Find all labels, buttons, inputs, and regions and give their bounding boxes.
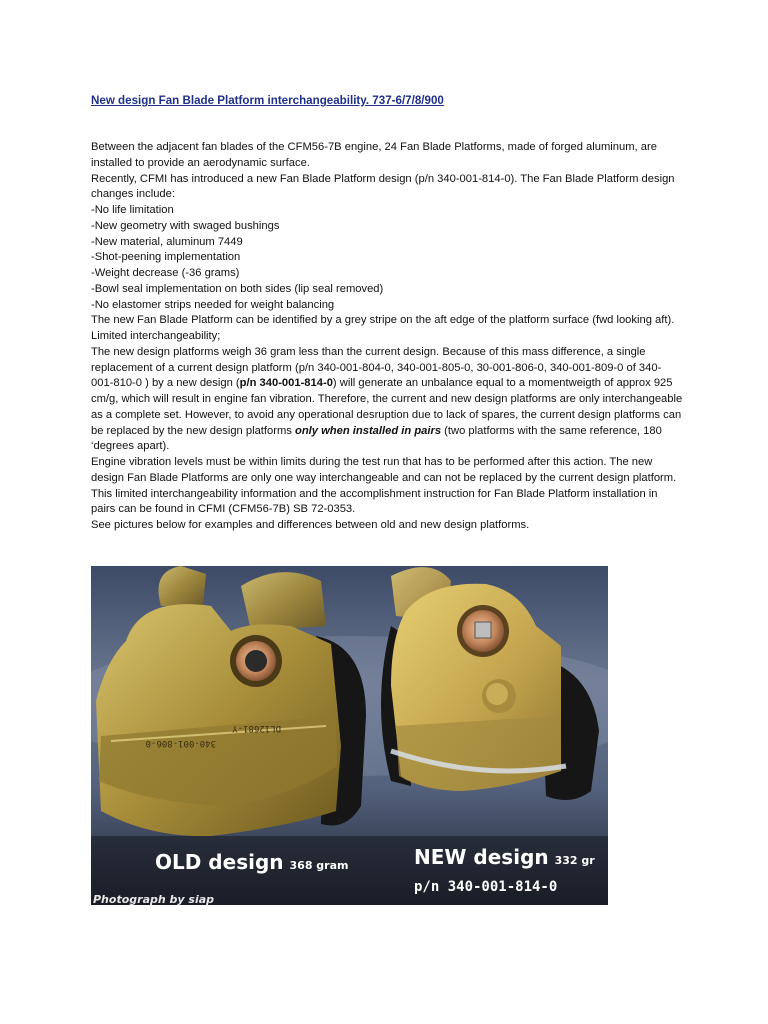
photo-credit: Photograph by siap — [93, 893, 215, 905]
paragraph-vibration: Engine vibration levels must be within limits during the test run that has to be performed after this action. The new design Fan Blade Platforms are only one way interchangeable and can not be replaced by the current design platform. — [91, 456, 677, 484]
change-item: -New material, aluminum 7449 — [91, 235, 243, 248]
old-design-weight: 368 gram — [289, 859, 349, 872]
old-design-label: OLD design — [155, 850, 284, 874]
text-run: ) will generate an unbalance equal to a momentweigth of approx 925 cm/g, which will result in engine fan vibration. Therefore, the current and new design platforms are only interchangeable as a complete set. However, to avoid any operational desruption due to lack of spares, the current design platforms can be replaced by the new design platforms — [91, 377, 683, 437]
change-item: -Weight decrease (-36 grams) — [91, 267, 240, 279]
new-design-part-number: p/n 340-001-814-0 — [414, 879, 558, 895]
change-item: -No life limitation — [91, 204, 174, 216]
old-stamp-part: 340-001-806-0 — [145, 738, 216, 748]
new-design-label: NEW design — [414, 845, 549, 869]
paragraph-mass-difference — [91, 345, 683, 455]
new-design-weight: 332 gr — [554, 854, 595, 867]
paragraph-design-changes: Recently, CFMI has introduced a new Fan Blade Platform design (p/n 340-001-814-0). The Fan Blade Platform design changes include: — [91, 172, 675, 201]
new-design-caption — [414, 845, 595, 869]
platform-comparison-photo — [91, 566, 608, 905]
document-title[interactable]: New design Fan Blade Platform interchangeability. 737-6/7/8/900 — [91, 94, 444, 107]
change-item: -New geometry with swaged bushings — [91, 219, 280, 232]
text-run: The new design platforms weigh 36 gram less than the current design. Because of this mass difference, a single replacement of a current design platform (p/n 340-001-804-0, 340-001-805-0, 30-001-806-0, 340-001-809-0 of 340-001-810-0 ) by a new design ( — [91, 345, 662, 390]
paragraph-identification: The new Fan Blade Platform can be identified by a grey stripe on the aft edge of the platform surface (fwd looking aft). — [91, 314, 675, 327]
pairs-emphasis: only when installed in pairs — [294, 424, 442, 437]
paragraph-limited-heading: Limited interchangeability; — [91, 330, 221, 342]
document-body — [91, 140, 683, 534]
paragraph-intro: Between the adjacent fan blades of the CFM56-7B engine, 24 Fan Blade Platforms, made of forged aluminum, are installed to provide an aerodynamic surface. — [91, 141, 657, 169]
paragraph-see-pictures: See pictures below for examples and differences between old and new design platforms. — [91, 519, 530, 531]
old-stamp-serial: DL12681-Y — [232, 723, 281, 733]
change-item: -Bowl seal implementation on both sides (lip seal removed) — [91, 282, 384, 295]
text-run: (two platforms with the same reference, 180 ‘degrees apart). — [91, 424, 662, 453]
change-item: -No elastomer strips needed for weight balancing — [91, 298, 335, 311]
new-part-number: p/n 340-001-814-0 — [239, 377, 333, 390]
paragraph-service-bulletin: This limited interchangeability information and the accomplishment instruction for Fan Blade Platform installation in pairs can be found in CFMI (CFM56-7B) SB 72-0353. — [91, 487, 658, 516]
old-design-caption — [155, 850, 349, 874]
change-item: -Shot-peening implementation — [91, 251, 241, 264]
